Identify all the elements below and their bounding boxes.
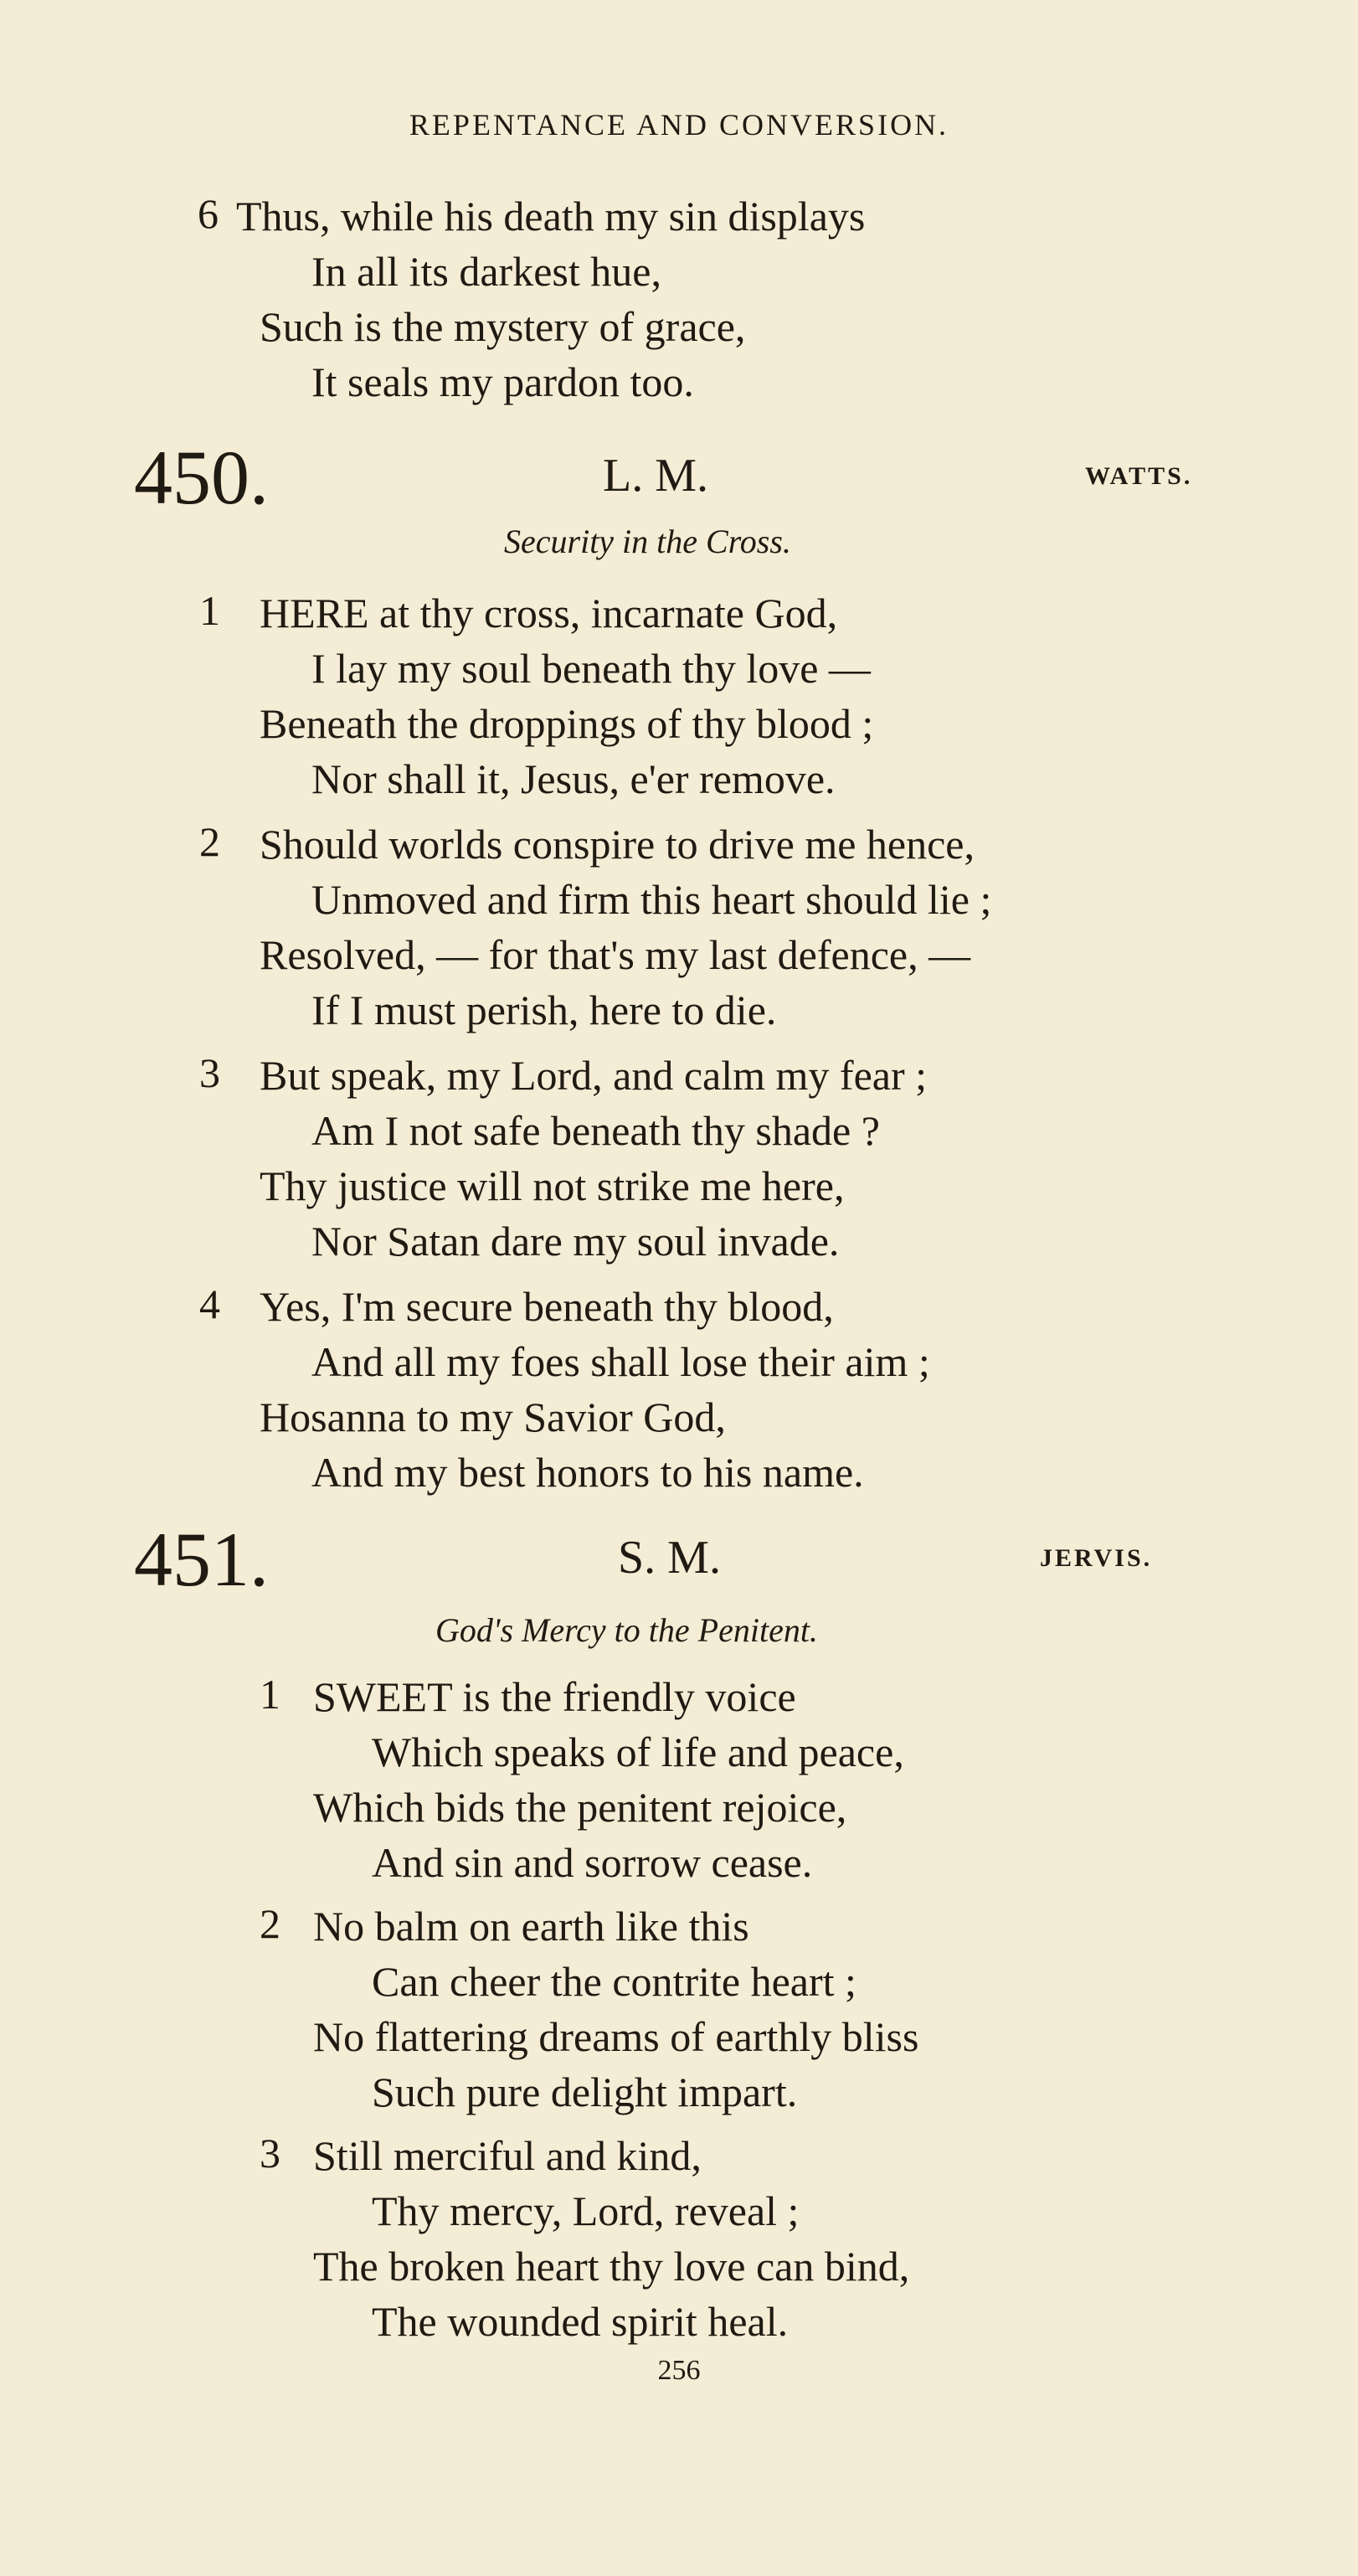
verse-line: Which speaks of life and peace,	[372, 1728, 904, 1775]
verse-line: Beneath the droppings of thy blood ;	[260, 700, 874, 747]
hymn-title: Security in the Cross.	[504, 523, 791, 560]
verse-line: Yes, I'm secure beneath thy blood,	[260, 1283, 834, 1330]
verse-line: Should worlds conspire to drive me hence,	[260, 821, 975, 868]
page-number: 256	[657, 2355, 701, 2386]
verse-line: If I must perish, here to die.	[311, 987, 777, 1033]
stanza-number: 4	[199, 1280, 220, 1327]
stanza-number: 1	[260, 1671, 280, 1718]
verse-line: Am I not safe beneath thy shade ?	[311, 1107, 880, 1154]
verse-line: Can cheer the contrite heart ;	[372, 1958, 856, 2005]
verse-line: Still merciful and kind,	[313, 2132, 702, 2179]
verse-line: Thy justice will not strike me here,	[260, 1162, 845, 1209]
verse-line: And all my foes shall lose their aim ;	[311, 1338, 930, 1385]
verse-line: And sin and sorrow cease.	[372, 1839, 813, 1886]
verse-line: Which bids the penitent rejoice,	[313, 1784, 847, 1831]
verse-line: Resolved, — for that's my last defence, —	[260, 931, 971, 978]
verse-line: Hosanna to my Savior God,	[260, 1394, 726, 1440]
verse-line: Nor Satan dare my soul invade.	[311, 1218, 840, 1265]
hymn-author: WATTS.	[1085, 462, 1193, 490]
hymn-number: 450.	[134, 435, 269, 520]
hymn-author: JERVIS.	[1040, 1544, 1153, 1572]
hymn-number: 451.	[134, 1517, 269, 1602]
verse-line: Such pure delight impart.	[372, 2069, 798, 2115]
stanza-number: 3	[260, 2130, 280, 2177]
verse-line: Such is the mystery of grace,	[260, 303, 746, 350]
verse-line: Nor shall it, Jesus, e'er remove.	[311, 755, 836, 802]
verse-line: It seals my pardon too.	[311, 358, 694, 405]
verse-line: I lay my soul beneath thy love —	[311, 645, 871, 692]
verse-line: Unmoved and firm this heart should lie ;	[311, 876, 992, 923]
verse-line: Thy mercy, Lord, reveal ;	[372, 2187, 800, 2234]
running-head: REPENTANCE AND CONVERSION.	[409, 108, 949, 142]
verse-line: Thus, while his death my sin displays	[236, 193, 866, 240]
verse-line: HERE at thy cross, incarnate God,	[260, 590, 838, 636]
verse-line: In all its darkest hue,	[311, 248, 661, 295]
stanza-number: 6	[198, 190, 219, 237]
verse-line: But speak, my Lord, and calm my fear ;	[260, 1052, 927, 1099]
stanza-number: 2	[260, 1900, 280, 1947]
hymn-meter: L. M.	[603, 450, 708, 502]
verse-line: And my best honors to his name.	[311, 1449, 864, 1496]
verse-line: The broken heart thy love can bind,	[313, 2243, 910, 2290]
stanza-number: 3	[199, 1049, 220, 1096]
hymn-meter: S. M.	[618, 1532, 721, 1584]
stanza-number: 2	[199, 818, 220, 865]
verse-line: SWEET is the friendly voice	[313, 1673, 796, 1720]
verse-line: The wounded spirit heal.	[372, 2298, 789, 2345]
verse-line: No flattering dreams of earthly bliss	[313, 2013, 919, 2060]
stanza-number: 1	[199, 587, 220, 634]
verse-line: No balm on earth like this	[313, 1903, 749, 1950]
hymn-title: God's Mercy to the Penitent.	[435, 1611, 818, 1649]
